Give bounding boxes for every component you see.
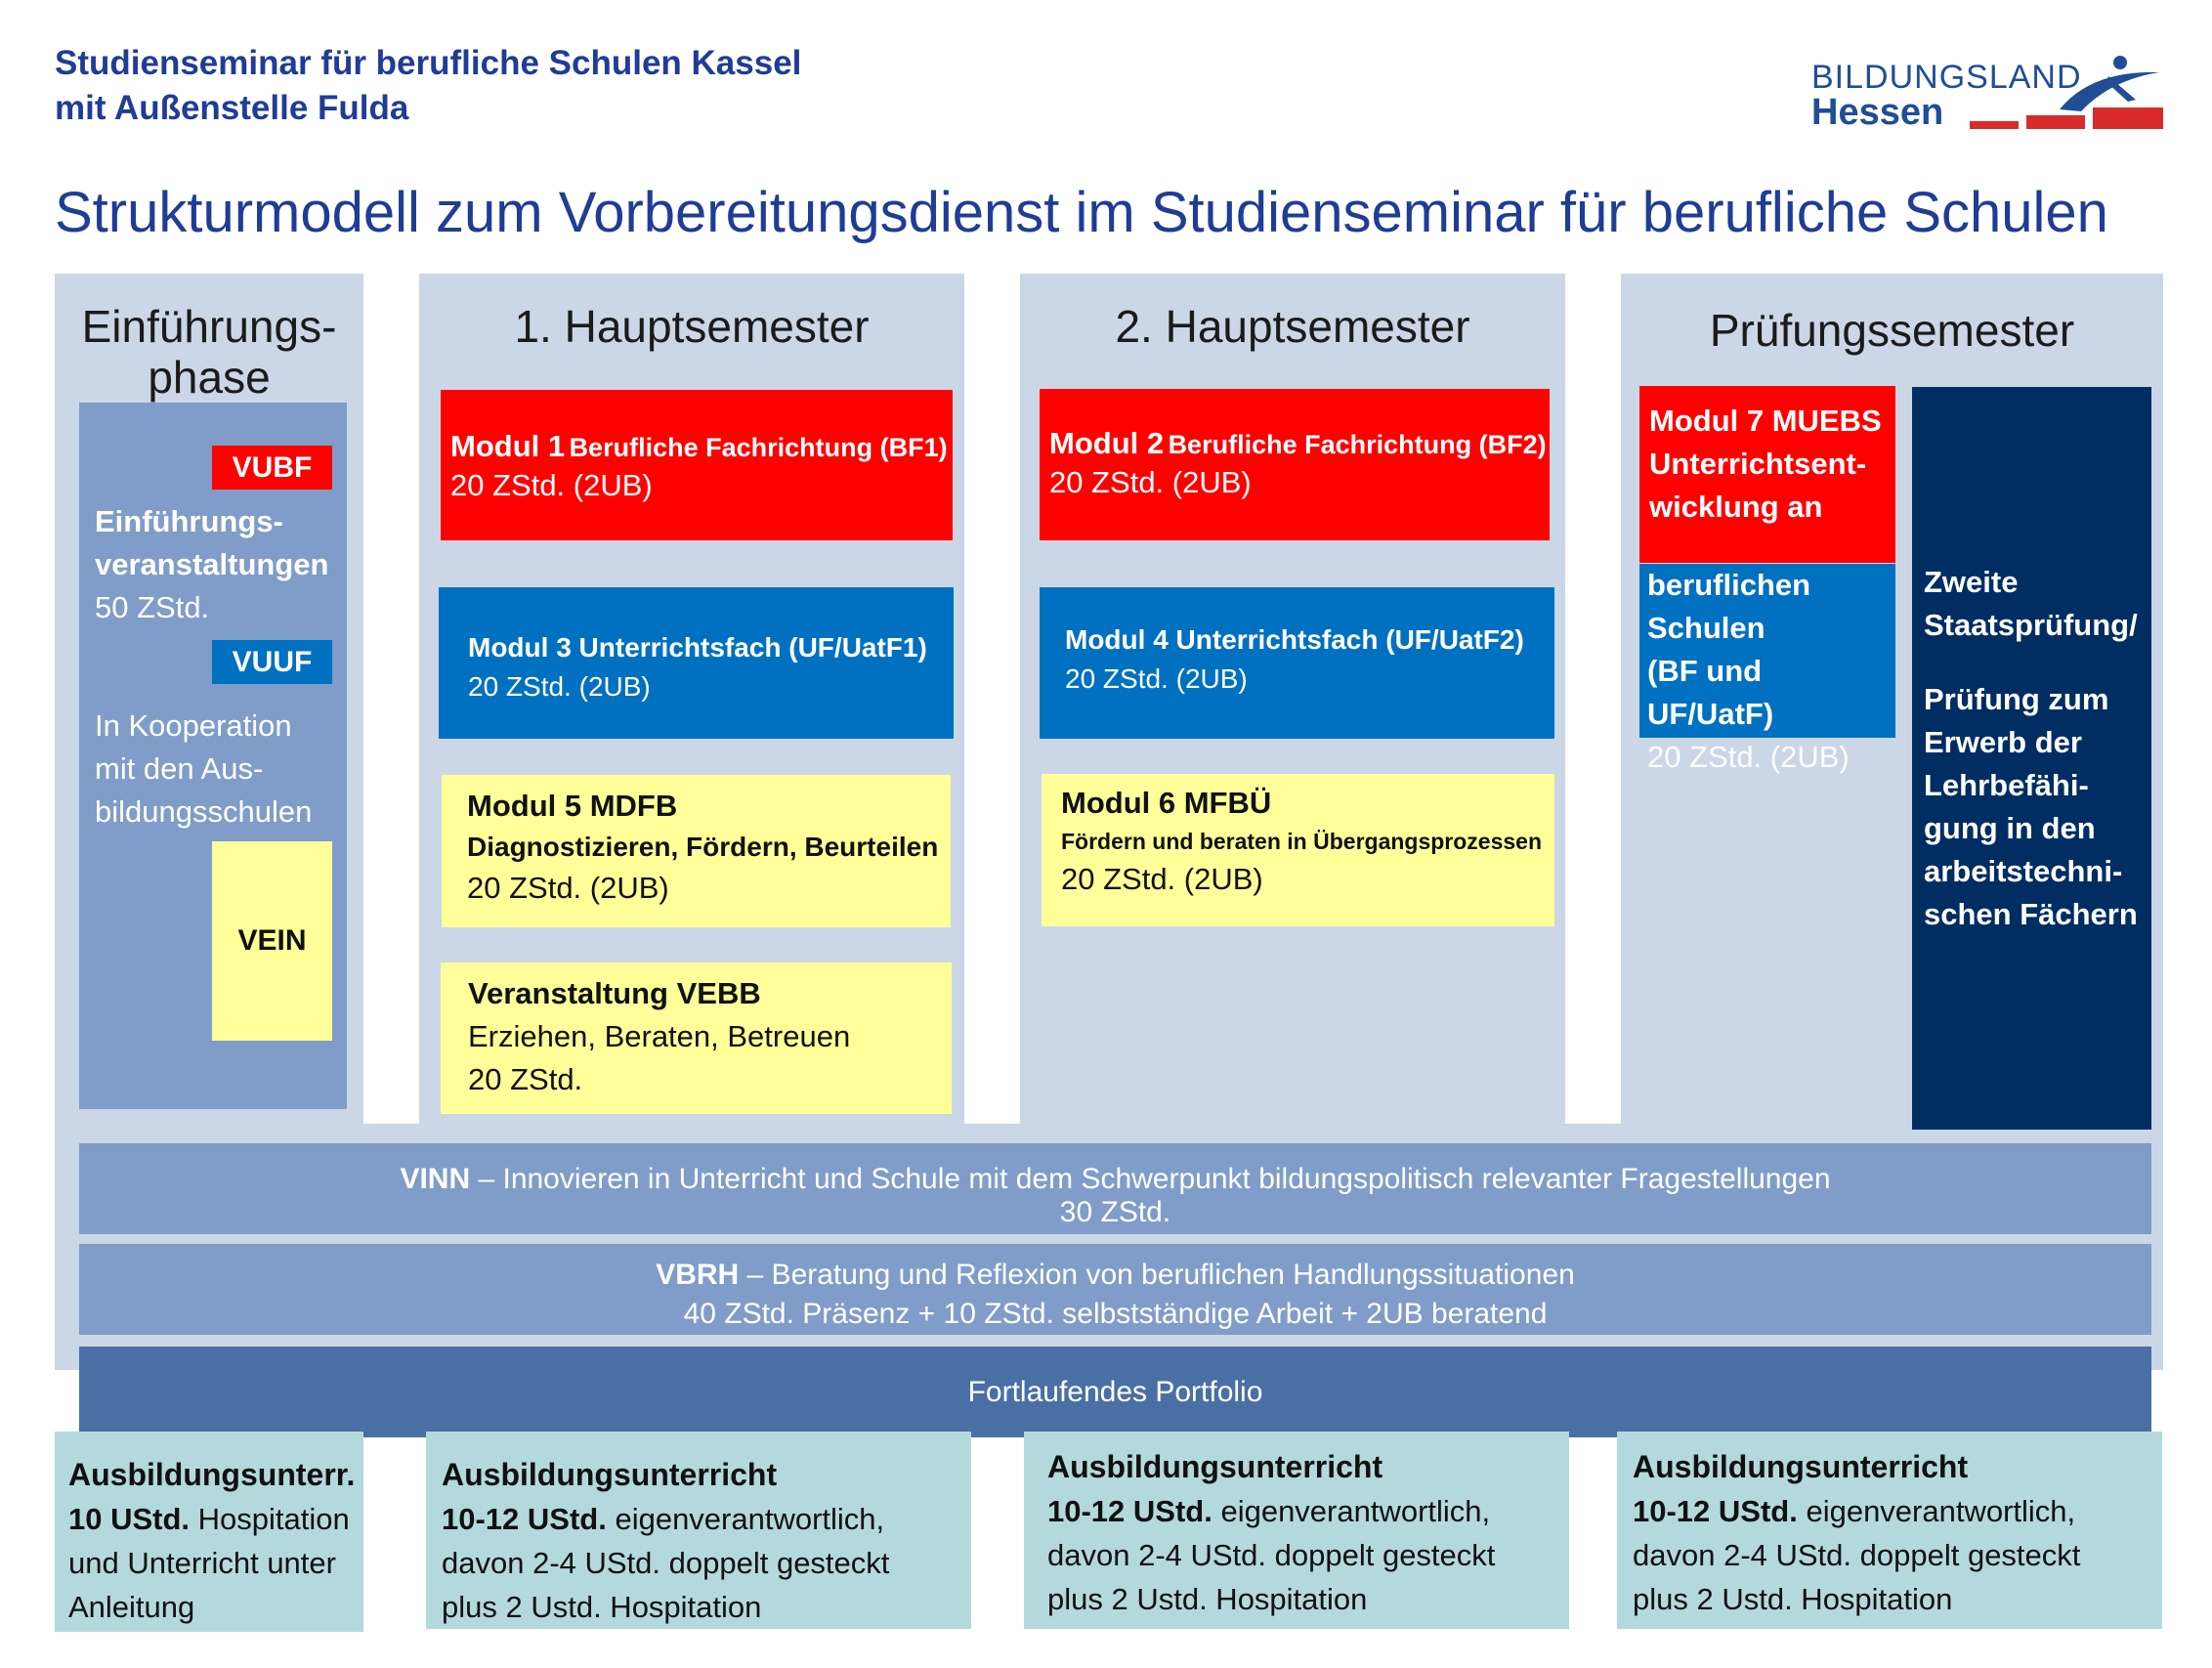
module-3: [439, 587, 954, 739]
intro-heading: [55, 301, 363, 403]
training-box-intro-line2: und Unterricht unter: [68, 1546, 336, 1580]
intro-heading-line1: Einführungs-: [81, 301, 337, 352]
module-7-red: [1639, 386, 1895, 563]
intro-events-line2: veranstaltungen: [95, 547, 329, 581]
training-box-exam-line3: plus 2 Ustd. Hospitation: [1633, 1582, 1953, 1616]
intro-coop-line1: In Kooperation: [95, 708, 292, 743]
vebb-title: Veranstaltung VEBB: [468, 976, 761, 1010]
vinn-text: – Innovieren in Unterricht und Schule mit dem Schwerpunkt bildungspolitisch relevanter Fragestellungen: [470, 1163, 1831, 1195]
module-5-title: Modul 5 MDFB: [467, 789, 678, 823]
vbrh-text: – Beratung und Reflexion von beruflichen Handlungssituationen: [739, 1259, 1575, 1291]
module-6: [1042, 774, 1554, 926]
module-7-hours: 20 ZStd. (2UB): [1647, 740, 1850, 774]
exam-line7: arbeitstechni-: [1924, 854, 2123, 888]
module-5-hours: 20 ZStd. (2UB): [467, 871, 669, 905]
module-2-name: Modul 2: [1049, 426, 1165, 460]
module-5-subtitle: Diagnostizieren, Fördern, Beurteilen: [467, 832, 939, 862]
training-box-intro-title: Ausbildungsunterr.: [68, 1457, 356, 1492]
training-box-sem2-line1: eigenverantwortlich,: [1212, 1494, 1491, 1528]
vebb-hours: 20 ZStd.: [468, 1062, 583, 1096]
training-box-sem1-bold: 10-12 UStd.: [442, 1502, 607, 1536]
training-box-exam: [1617, 1432, 2162, 1629]
vein-label: VEIN: [212, 841, 332, 1041]
training-box-sem2-title: Ausbildungsunterricht: [1047, 1449, 1383, 1484]
training-box-sem1: [426, 1432, 971, 1629]
state-exam-box: [1912, 387, 2151, 1130]
sem1-heading: 1. Hauptsemester: [514, 301, 870, 352]
bildungsland-hessen-logo: [1808, 51, 2169, 139]
exam-line8: schen Fächern: [1924, 897, 2138, 931]
training-box-intro-bold: 10 UStd.: [68, 1502, 191, 1536]
module-7-line2: Unterrichtsent-: [1649, 447, 1867, 481]
vbrh-code: VBRH: [656, 1259, 740, 1291]
training-box-sem2-bold: 10-12 UStd.: [1047, 1494, 1212, 1528]
module-1: [441, 390, 953, 540]
module-4: [1040, 587, 1554, 739]
vebb-subtitle: Erziehen, Beraten, Betreuen: [468, 1019, 851, 1053]
vinn-bar: [79, 1143, 2151, 1234]
module-6-title: Modul 6 MFBÜ: [1061, 786, 1272, 820]
vinn-hours: 30 ZStd.: [1059, 1196, 1171, 1228]
exam-line2: Staatsprüfung/: [1924, 608, 2138, 642]
module-7-line4: beruflichen: [1647, 568, 1811, 602]
module-4-title: Modul 4 Unterrichtsfach (UF/UatF2): [1065, 624, 1524, 655]
training-box-intro-line3: Anleitung: [68, 1590, 195, 1624]
training-box-sem1-line2: davon 2-4 UStd. doppelt gesteckt: [442, 1546, 890, 1580]
training-box-intro-line1: Hospitation: [190, 1502, 350, 1536]
module-1-name: Modul 1: [450, 429, 566, 463]
module-2: [1040, 389, 1550, 540]
intro-events: [95, 500, 328, 629]
vbrh-bar: [79, 1244, 2151, 1335]
intro-cooperation: [95, 705, 312, 834]
training-box-exam-title: Ausbildungsunterricht: [1633, 1449, 1969, 1484]
exam-line3: Prüfung zum: [1924, 682, 2109, 716]
intro-heading-line2: phase: [148, 352, 271, 403]
training-box-sem1-title: Ausbildungsunterricht: [442, 1457, 778, 1492]
exam-line4: Erwerb der: [1924, 725, 2082, 759]
intro-events-hours: 50 ZStd.: [95, 590, 210, 624]
training-box-sem2: [1024, 1432, 1569, 1629]
module-3-title: Modul 3 Unterrichtsfach (UF/UatF1): [468, 632, 927, 663]
portfolio-bar: Fortlaufendes Portfolio: [79, 1347, 2151, 1437]
module-6-hours: 20 ZStd. (2UB): [1061, 862, 1263, 896]
module-7-line3: wicklung an: [1649, 490, 1823, 524]
module-6-subtitle: Fördern und beraten in Übergangsprozessen: [1061, 829, 1543, 854]
seminar-name-line1: Studienseminar für berufliche Schulen Kassel: [55, 44, 802, 82]
vubf-label: VUBF: [212, 446, 332, 490]
module-4-hours: 20 ZStd. (2UB): [1065, 663, 1248, 694]
exam-line6: gung in den: [1924, 811, 2096, 845]
intro-events-line1: Einführungs-: [95, 504, 283, 538]
training-box-sem1-line1: eigenverantwortlich,: [606, 1502, 885, 1536]
training-box-intro: [55, 1432, 363, 1632]
module-7-line6: (BF und UF/UatF): [1647, 654, 1774, 731]
vuuf-label: VUUF: [212, 640, 332, 684]
module-2-hours: 20 ZStd. (2UB): [1049, 465, 1252, 499]
page-title: Strukturmodell zum Vorbereitungsdienst im Studienseminar für berufliche Schulen: [55, 181, 2108, 244]
module-2-subject: Berufliche Fachrichtung (BF2): [1168, 430, 1547, 459]
exam-line5: Lehrbefähi-: [1924, 768, 2089, 802]
training-box-sem1-line3: plus 2 Ustd. Hospitation: [442, 1590, 762, 1624]
seminar-name-line2: mit Außenstelle Fulda: [55, 89, 409, 127]
seminar-name: [55, 41, 801, 131]
vinn-code: VINN: [400, 1163, 471, 1195]
training-box-sem2-line2: davon 2-4 UStd. doppelt gesteckt: [1047, 1538, 1496, 1572]
exam-heading: Prüfungssemester: [1709, 305, 2075, 356]
training-box-exam-line1: eigenverantwortlich,: [1797, 1494, 2076, 1528]
module-1-subject: Berufliche Fachrichtung (BF1): [569, 433, 948, 462]
module-7-line5: Schulen: [1647, 611, 1765, 645]
training-box-exam-bold: 10-12 UStd.: [1633, 1494, 1798, 1528]
training-box-sem2-line3: plus 2 Ustd. Hospitation: [1047, 1582, 1368, 1616]
event-vebb: [441, 962, 952, 1114]
module-5: [442, 775, 951, 927]
logo-top-text: BILDUNGSLAND: [1811, 59, 2082, 96]
sem2-heading: 2. Hauptsemester: [1115, 301, 1470, 352]
module-1-hours: 20 ZStd. (2UB): [450, 468, 653, 502]
module-3-hours: 20 ZStd. (2UB): [468, 671, 651, 702]
module-7-blue: [1639, 564, 1895, 774]
intro-coop-line3: bildungsschulen: [95, 794, 313, 829]
intro-coop-line2: mit den Aus-: [95, 751, 264, 786]
module-7-line1: Modul 7 MUEBS: [1649, 404, 1882, 438]
exam-line1: Zweite: [1924, 565, 2019, 599]
logo-bottom-text: Hessen: [1811, 92, 1944, 133]
training-box-exam-line2: davon 2-4 UStd. doppelt gesteckt: [1633, 1538, 2081, 1572]
vbrh-hours: 40 ZStd. Präsenz + 10 ZStd. selbstständige Arbeit + 2UB beratend: [683, 1298, 1548, 1330]
